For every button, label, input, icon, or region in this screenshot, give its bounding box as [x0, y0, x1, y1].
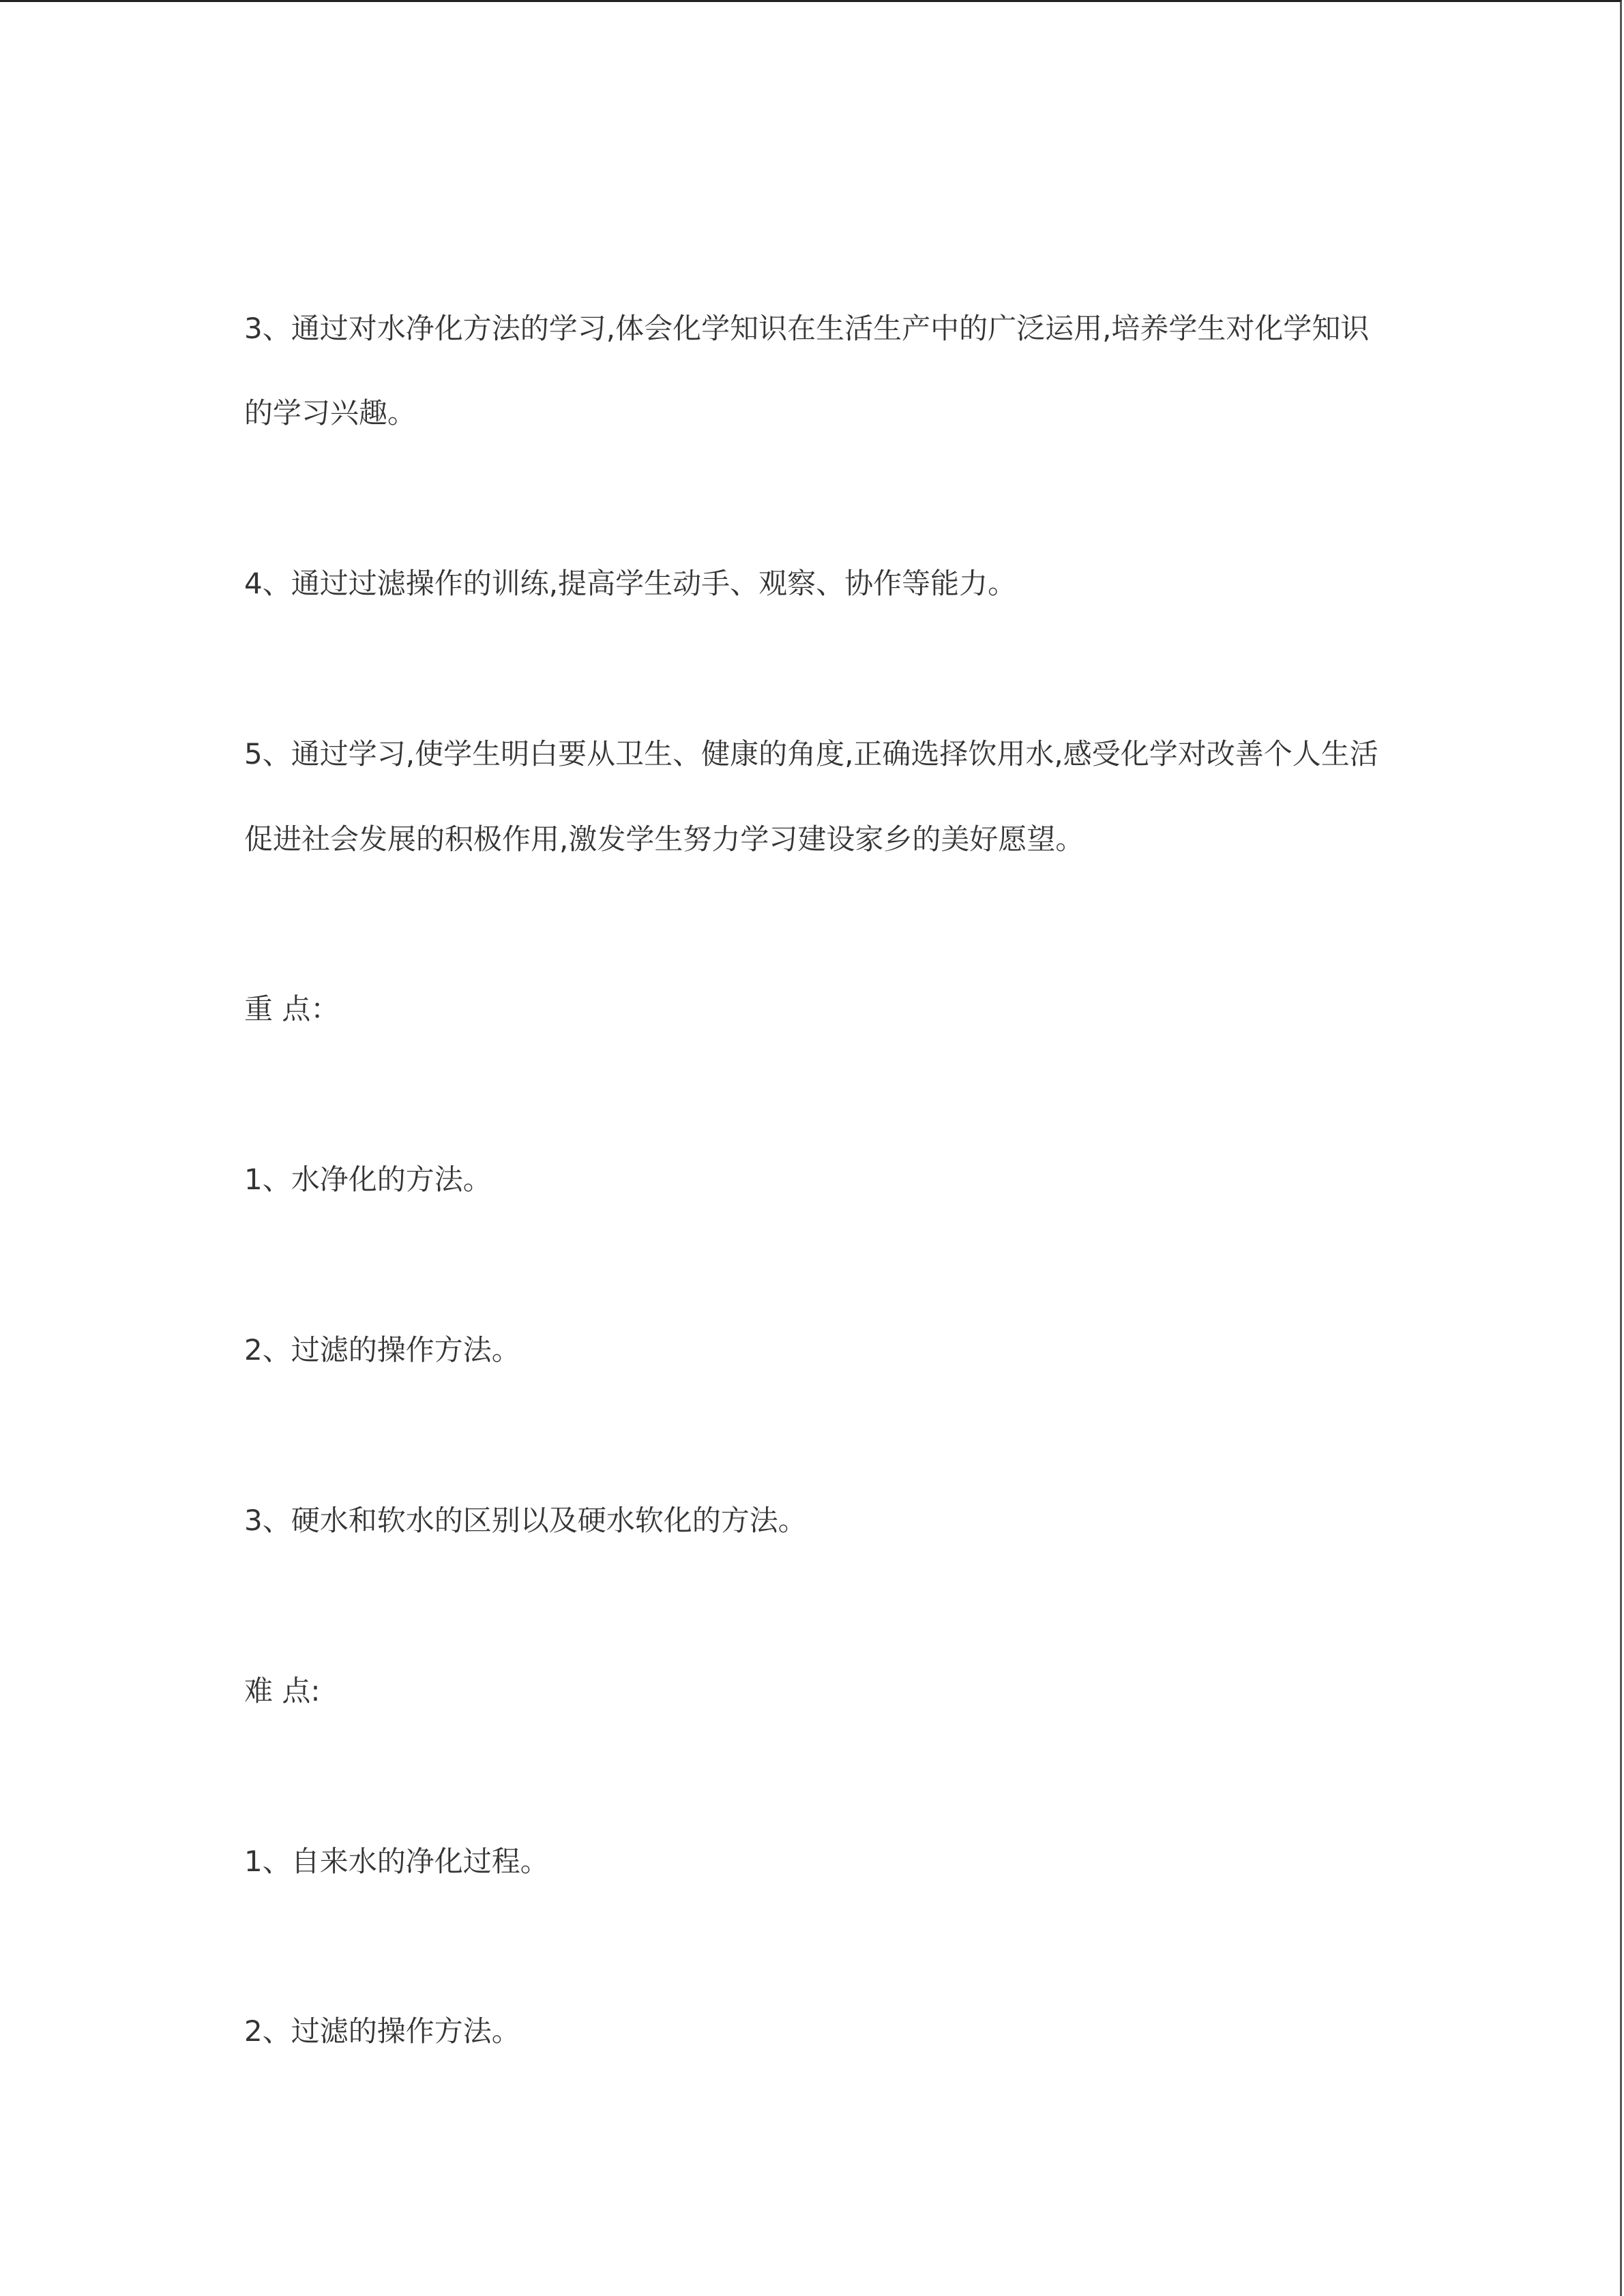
key-point-1: 1、水净化的方法。 [244, 1163, 492, 1196]
objective-3-line-2: 的学习兴趣。 [244, 396, 417, 430]
objective-3-line-1: 3、通过对水净化方法的学习,体会化学知识在生活生产中的广泛运用,培养学生对化学知识 [244, 312, 1370, 345]
key-point-2: 2、过滤的操作方法。 [244, 1333, 520, 1367]
difficult-points-heading: 难 点: [244, 1674, 321, 1708]
objective-4-line: 4、通过过滤操作的训练,提高学生动手、观察、协作等能力。 [244, 567, 1017, 600]
difficult-point-2: 2、过滤的操作方法。 [244, 2014, 520, 2048]
difficult-point-1: 1、自来水的净化过程。 [244, 1845, 549, 1878]
objective-5-line-1: 5、通过学习,使学生明白要从卫生、健康的角度,正确选择饮用水,感受化学对改善个人生活 [244, 737, 1378, 771]
objective-5-line-2: 促进社会发展的积极作用,激发学生努力学习建设家乡的美好愿望。 [244, 822, 1084, 856]
key-point-3: 3、硬水和软水的区别以及硬水软化的方法。 [244, 1504, 807, 1537]
key-points-heading: 重 点： [244, 992, 340, 1026]
